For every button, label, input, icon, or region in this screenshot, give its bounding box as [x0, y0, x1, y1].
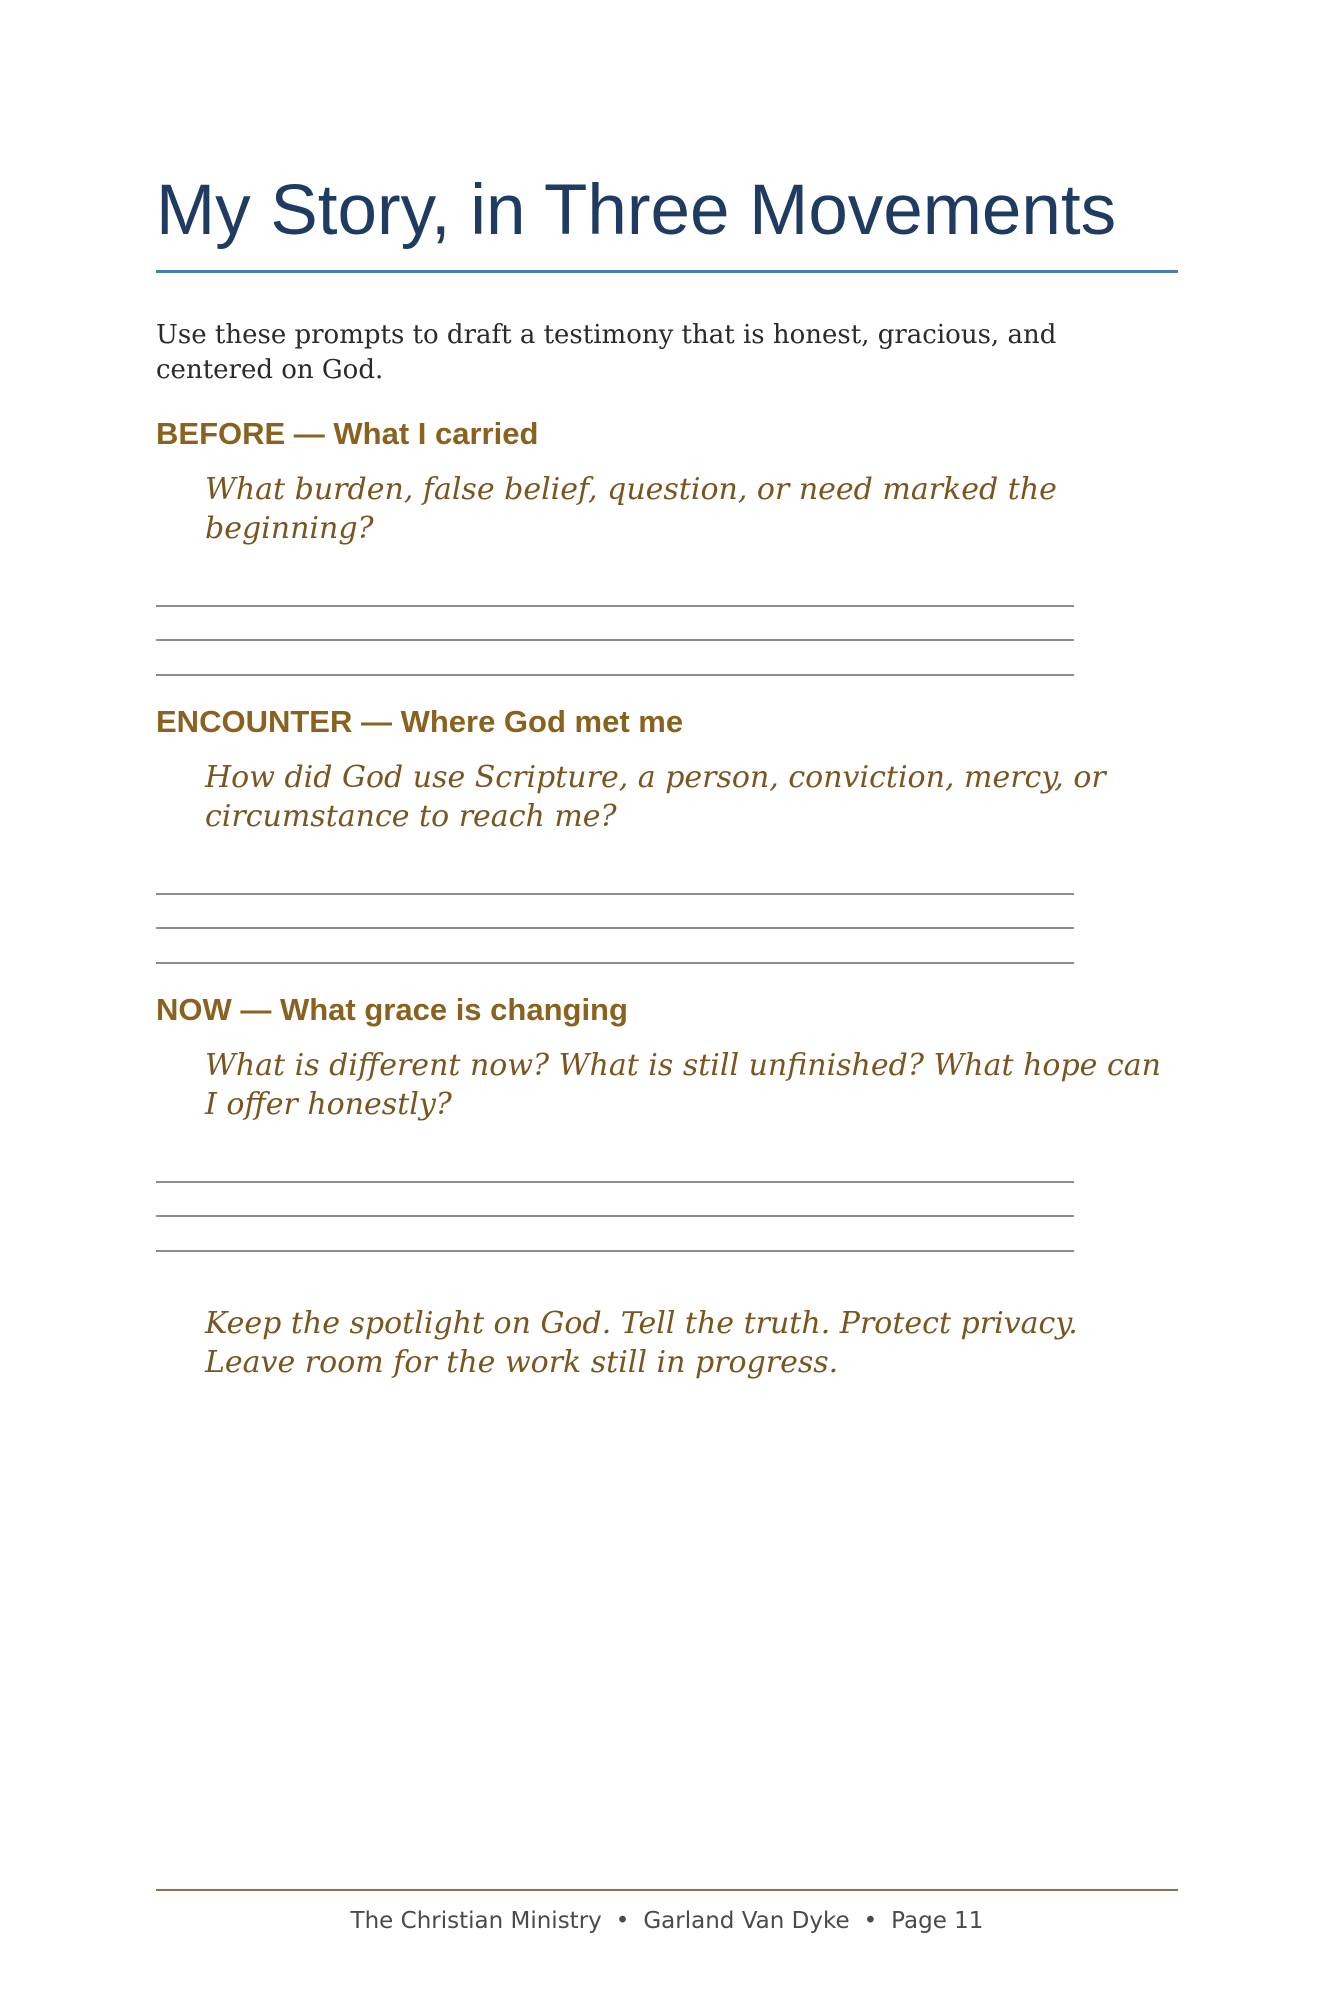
writing-line[interactable] — [156, 674, 1074, 676]
writing-line[interactable] — [156, 927, 1074, 929]
footer-publication: The Christian Ministry — [350, 1908, 602, 1934]
writing-line[interactable] — [156, 1250, 1074, 1252]
section-prompt-encounter: How did God use Scripture, a person, conviction, mercy, or circumstance to reach me? — [205, 760, 1106, 834]
title-divider — [156, 270, 1178, 273]
section-heading-before: BEFORE — What I carried — [156, 416, 539, 451]
writing-line[interactable] — [156, 893, 1074, 895]
writing-line[interactable] — [156, 605, 1074, 607]
footer-divider — [156, 1889, 1178, 1891]
closing-note: Keep the spotlight on God. Tell the truth. Protect privacy. Leave room for the work still in progress. — [205, 1306, 1078, 1380]
section-prompt-now: What is different now? What is still unfinished? What hope can I offer honestly? — [205, 1048, 1161, 1122]
page-title: My Story, in Three Movements — [156, 171, 1117, 250]
section-heading-now: NOW — What grace is changing — [156, 992, 628, 1027]
writing-line[interactable] — [156, 1181, 1074, 1183]
footer-separator: • — [863, 1908, 878, 1934]
page-footer — [156, 1906, 1178, 1936]
footer-page-number: Page 11 — [891, 1908, 984, 1934]
section-heading-encounter: ENCOUNTER — Where God met me — [156, 704, 684, 739]
section-prompt-before: What burden, false belief, question, or need marked the beginning? — [205, 472, 1057, 546]
writing-line[interactable] — [156, 1215, 1074, 1217]
footer-author: Garland Van Dyke — [643, 1908, 850, 1934]
footer-separator: • — [615, 1908, 630, 1934]
writing-line[interactable] — [156, 639, 1074, 641]
writing-line[interactable] — [156, 962, 1074, 964]
intro-paragraph: Use these prompts to draft a testimony that is honest, gracious, and centered on God. — [156, 320, 1057, 385]
